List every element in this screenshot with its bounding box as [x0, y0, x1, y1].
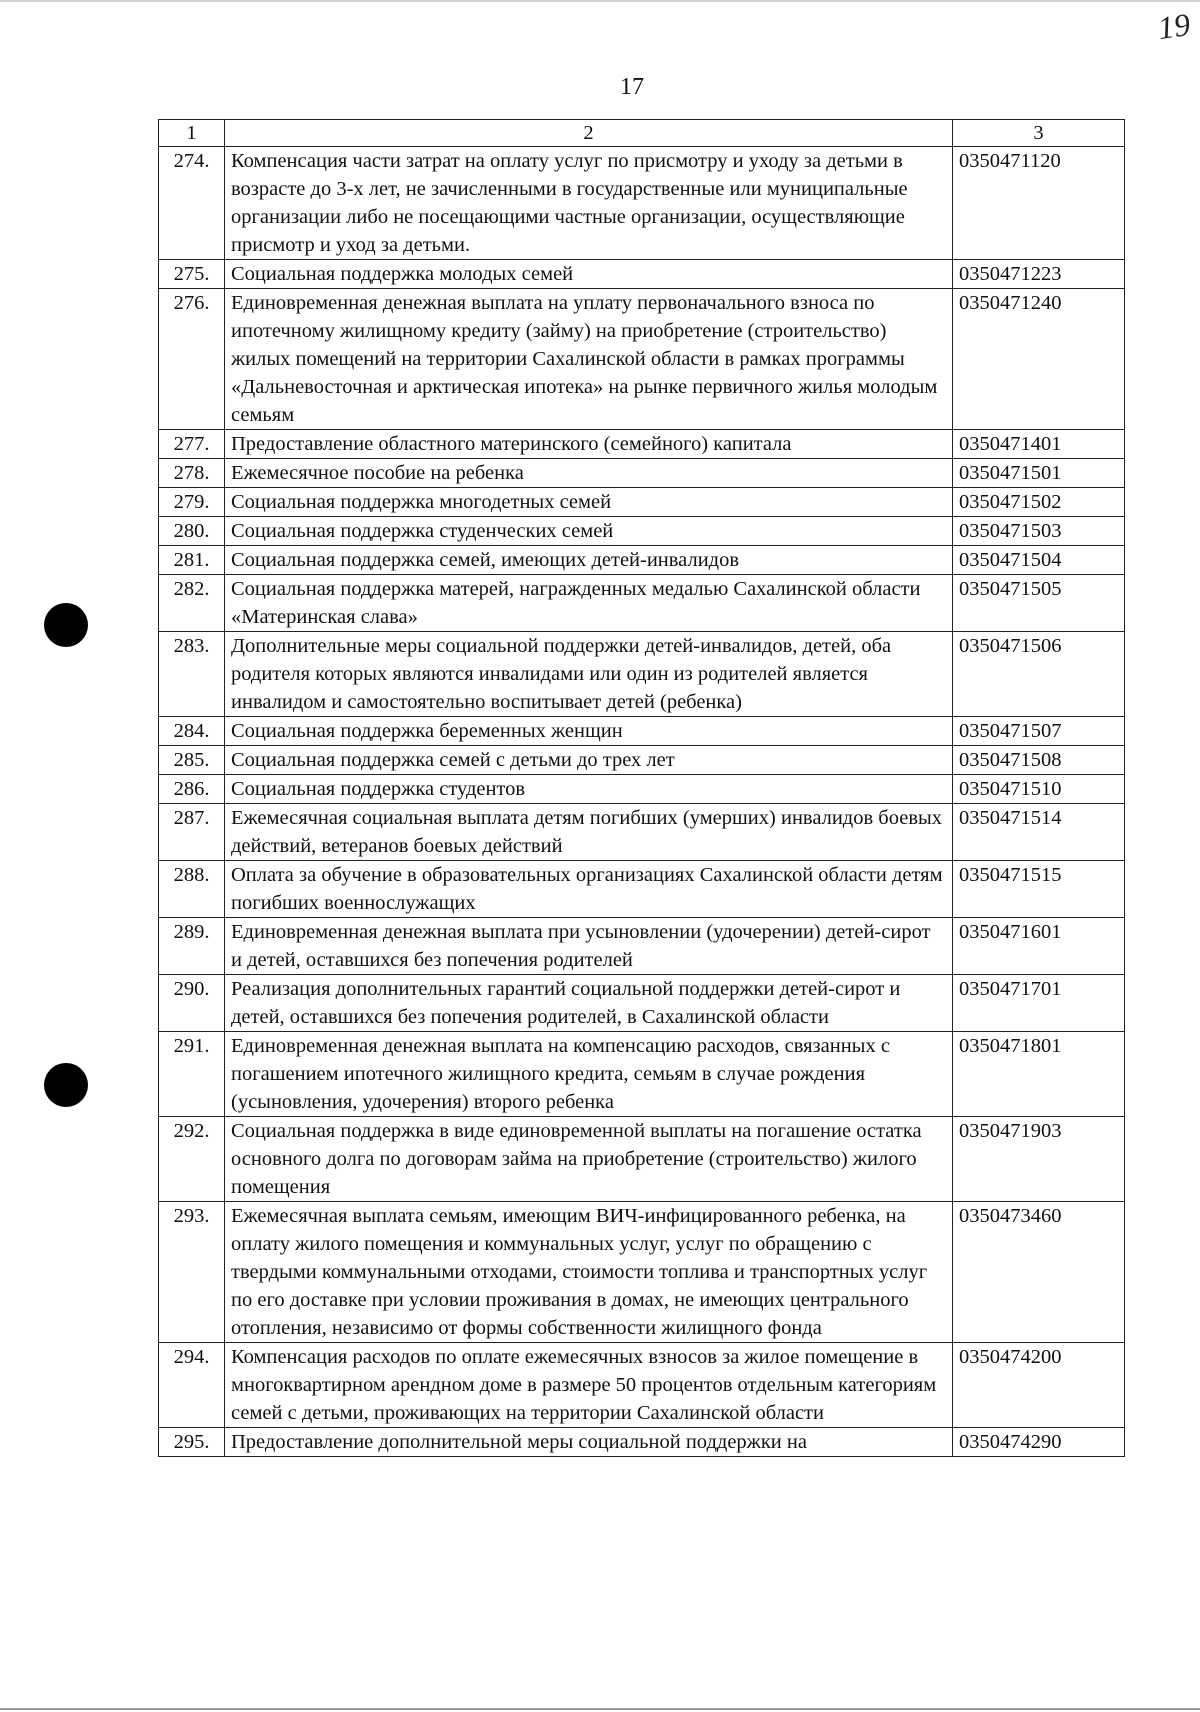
- row-description: Социальная поддержка беременных женщин: [225, 717, 953, 746]
- row-number: 289.: [159, 918, 225, 975]
- row-description: Социальная поддержка семей с детьми до трех лет: [225, 746, 953, 775]
- column-header: 2: [225, 120, 953, 147]
- scan-bottom-edge: [0, 1708, 1200, 1710]
- row-number: 293.: [159, 1202, 225, 1343]
- row-description: Ежемесячное пособие на ребенка: [225, 459, 953, 488]
- table-row: [159, 459, 1125, 488]
- row-number: 282.: [159, 575, 225, 632]
- row-description: Социальная поддержка многодетных семей: [225, 488, 953, 517]
- row-description: Ежемесячная выплата семьям, имеющим ВИЧ-инфицированного ребенка, на оплату жилого помещения и коммунальных услуг, услуг по обращению с твердыми коммунальными отходами, стоимости топлива и транспортных услуг по его доставке при условии проживания в домах, не имеющих центрального отопления, независимо от формы собственности жилищного фонда: [225, 1202, 953, 1343]
- row-description: Социальная поддержка матерей, награжденных медалью Сахалинской области «Материнская слава»: [225, 575, 953, 632]
- row-code: 0350474290: [953, 1428, 1125, 1457]
- row-code: 0350471505: [953, 575, 1125, 632]
- row-number: 280.: [159, 517, 225, 546]
- row-description: Единовременная денежная выплата на уплату первоначального взноса по ипотечному жилищному кредиту (займу) на приобретение (строительство) жилых помещений на территории Сахалинской области в рамках программы «Дальневосточная и арктическая ипотека» на рынке первичного жилья молодым семьям: [225, 289, 953, 430]
- table-row: [159, 260, 1125, 289]
- column-header: 1: [159, 120, 225, 147]
- row-number: 281.: [159, 546, 225, 575]
- table-row: [159, 1343, 1125, 1428]
- row-description: Единовременная денежная выплата на компенсацию расходов, связанных с погашением ипотечного жилищного кредита, семьям в случае рождения (усыновления, удочерения) второго ребенка: [225, 1032, 953, 1117]
- codes-table: [158, 119, 1125, 1457]
- row-code: 0350471120: [953, 147, 1125, 260]
- handwritten-sheet-number: 19: [1155, 5, 1193, 47]
- table-row: [159, 632, 1125, 717]
- row-code: 0350471515: [953, 861, 1125, 918]
- punch-hole: [44, 1063, 88, 1107]
- table-row: [159, 289, 1125, 430]
- table-row: [159, 804, 1125, 861]
- row-code: 0350471701: [953, 975, 1125, 1032]
- row-number: 284.: [159, 717, 225, 746]
- row-number: 295.: [159, 1428, 225, 1457]
- row-number: 274.: [159, 147, 225, 260]
- table-row: [159, 147, 1125, 260]
- row-code: 0350471508: [953, 746, 1125, 775]
- table-row: [159, 775, 1125, 804]
- row-number: 291.: [159, 1032, 225, 1117]
- table-header-row: [159, 120, 1125, 147]
- row-number: 290.: [159, 975, 225, 1032]
- punch-hole: [44, 603, 88, 647]
- row-code: 0350471801: [953, 1032, 1125, 1117]
- row-code: 0350474200: [953, 1343, 1125, 1428]
- row-description: Предоставление областного материнского (семейного) капитала: [225, 430, 953, 459]
- table-row: [159, 517, 1125, 546]
- table-row: [159, 430, 1125, 459]
- row-code: 0350471223: [953, 260, 1125, 289]
- row-code: 0350471506: [953, 632, 1125, 717]
- row-description: Единовременная денежная выплата при усыновлении (удочерении) детей-сирот и детей, оставшихся без попечения родителей: [225, 918, 953, 975]
- row-code: 0350471504: [953, 546, 1125, 575]
- table-row: [159, 975, 1125, 1032]
- row-description: Социальная поддержка в виде единовременной выплаты на погашение остатка основного долга по договорам займа на приобретение (строительство) жилого помещения: [225, 1117, 953, 1202]
- row-description: Социальная поддержка семей, имеющих детей-инвалидов: [225, 546, 953, 575]
- row-number: 292.: [159, 1117, 225, 1202]
- row-code: 0350471503: [953, 517, 1125, 546]
- table-row: [159, 1032, 1125, 1117]
- row-number: 294.: [159, 1343, 225, 1428]
- row-description: Ежемесячная социальная выплата детям погибших (умерших) инвалидов боевых действий, ветеранов боевых действий: [225, 804, 953, 861]
- row-code: 0350471502: [953, 488, 1125, 517]
- table-row: [159, 861, 1125, 918]
- scan-top-edge: [0, 0, 1200, 2]
- column-header: 3: [953, 120, 1125, 147]
- table-row: [159, 488, 1125, 517]
- row-number: 277.: [159, 430, 225, 459]
- row-description: Компенсация части затрат на оплату услуг по присмотру и уходу за детьми в возрасте до 3-х лет, не зачисленными в государственные или муниципальные организации либо не посещающими частные организации, осуществляющие присмотр и уход за детьми.: [225, 147, 953, 260]
- row-number: 287.: [159, 804, 225, 861]
- table-row: [159, 575, 1125, 632]
- row-number: 276.: [159, 289, 225, 430]
- row-code: 0350473460: [953, 1202, 1125, 1343]
- row-number: 283.: [159, 632, 225, 717]
- table-row: [159, 1117, 1125, 1202]
- row-code: 0350471501: [953, 459, 1125, 488]
- table-row: [159, 746, 1125, 775]
- row-code: 0350471601: [953, 918, 1125, 975]
- row-code: 0350471240: [953, 289, 1125, 430]
- row-description: Социальная поддержка студентов: [225, 775, 953, 804]
- row-description: Социальная поддержка студенческих семей: [225, 517, 953, 546]
- table-row: [159, 1428, 1125, 1457]
- row-description: Оплата за обучение в образовательных организациях Сахалинской области детям погибших военнослужащих: [225, 861, 953, 918]
- row-number: 285.: [159, 746, 225, 775]
- table-row: [159, 1202, 1125, 1343]
- row-code: 0350471510: [953, 775, 1125, 804]
- table-row: [159, 918, 1125, 975]
- row-number: 286.: [159, 775, 225, 804]
- row-code: 0350471401: [953, 430, 1125, 459]
- row-number: 278.: [159, 459, 225, 488]
- row-description: Социальная поддержка молодых семей: [225, 260, 953, 289]
- row-description: Компенсация расходов по оплате ежемесячных взносов за жилое помещение в многоквартирном арендном доме в размере 50 процентов отдельным категориям семей с детьми, проживающих на территории Сахалинской области: [225, 1343, 953, 1428]
- row-description: Дополнительные меры социальной поддержки детей-инвалидов, детей, оба родителя которых являются инвалидами или один из родителей является инвалидом и самостоятельно воспитывает детей (ребенка): [225, 632, 953, 717]
- table-row: [159, 717, 1125, 746]
- row-number: 275.: [159, 260, 225, 289]
- row-number: 288.: [159, 861, 225, 918]
- row-description: Реализация дополнительных гарантий социальной поддержки детей-сирот и детей, оставшихся без попечения родителей, в Сахалинской области: [225, 975, 953, 1032]
- table-row: [159, 546, 1125, 575]
- row-code: 0350471514: [953, 804, 1125, 861]
- page-number: 17: [620, 74, 644, 100]
- row-description: Предоставление дополнительной меры социальной поддержки на: [225, 1428, 953, 1457]
- row-code: 0350471903: [953, 1117, 1125, 1202]
- row-code: 0350471507: [953, 717, 1125, 746]
- row-number: 279.: [159, 488, 225, 517]
